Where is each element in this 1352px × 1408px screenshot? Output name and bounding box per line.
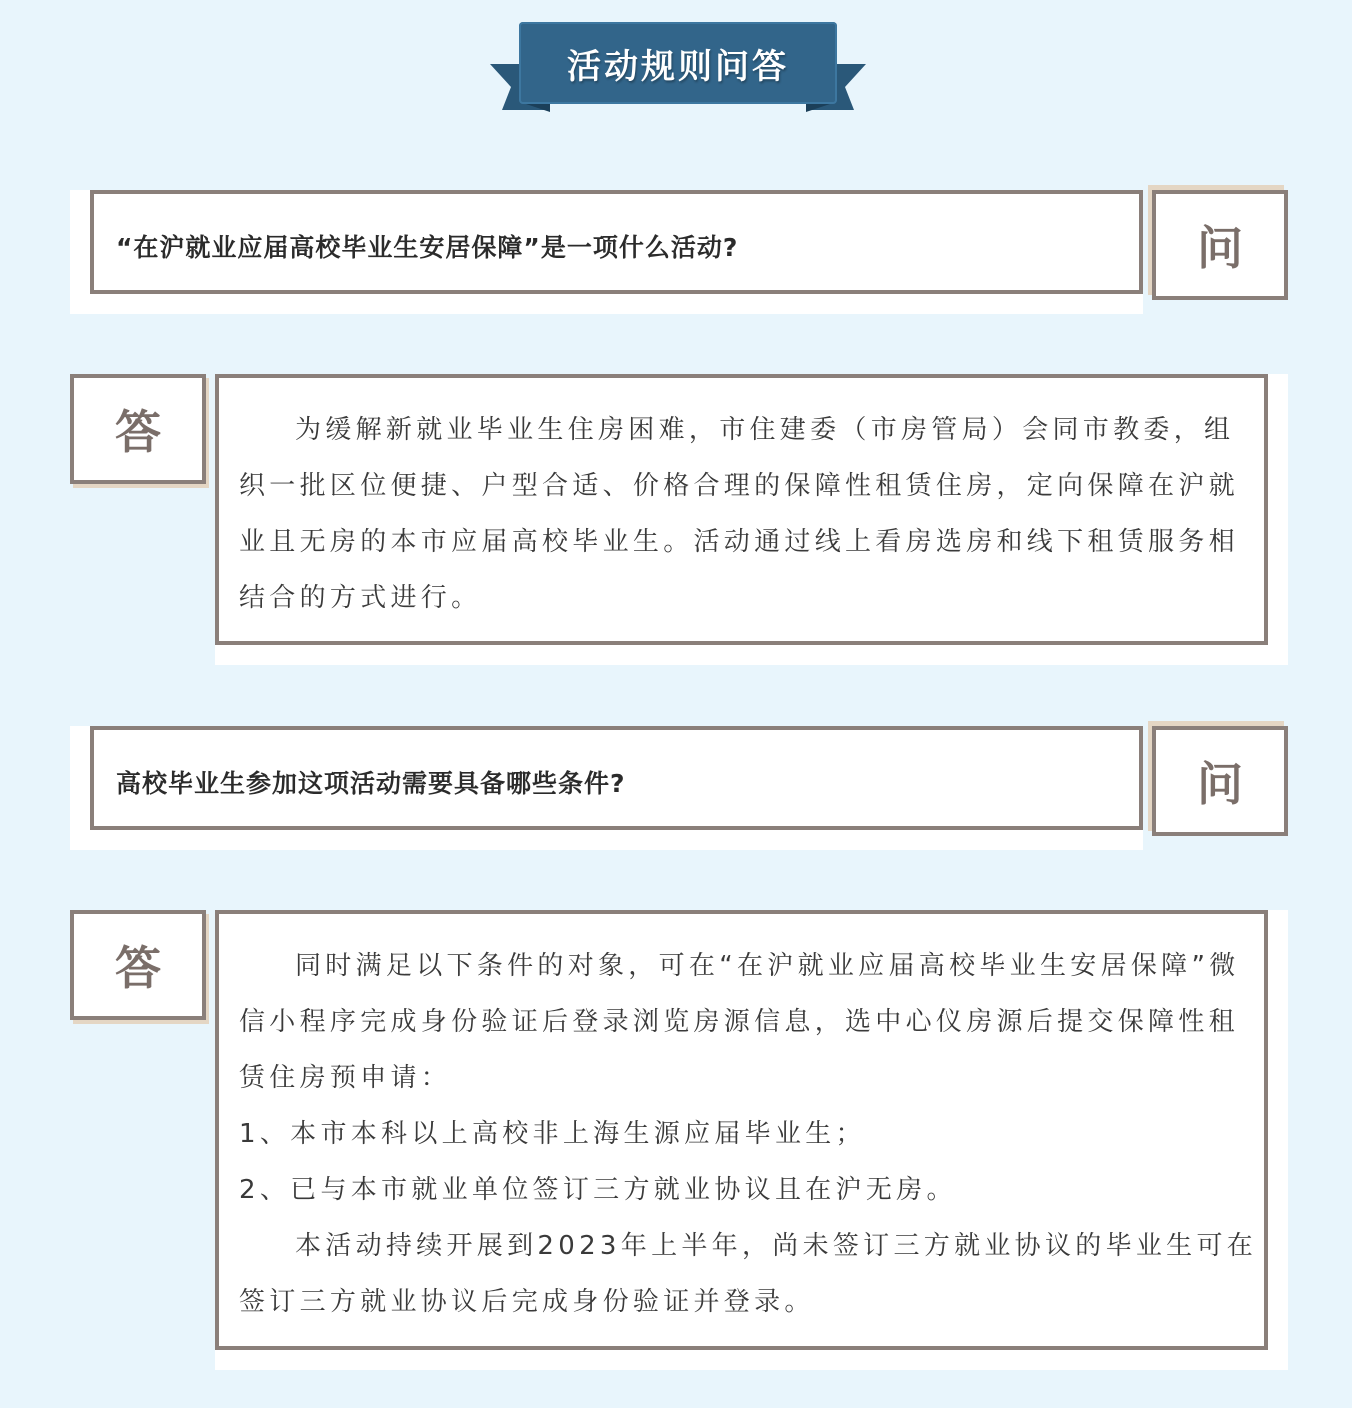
answer-2-list-item: 2、已与本市就业单位签订三方就业协议且在沪无房。 xyxy=(239,1175,957,1205)
question-2-text: 高校毕业生参加这项活动需要具备哪些条件? xyxy=(116,769,626,798)
answer-1-line: 业且无房的本市应届高校毕业生。活动通过线上看房选房和线下租赁服务相 xyxy=(239,527,1239,557)
question-badge-label: 问 xyxy=(1197,757,1243,811)
question-2-box xyxy=(90,726,1143,830)
page-title: 活动规则问答 xyxy=(567,46,789,87)
title-banner xyxy=(519,22,837,104)
question-1-box xyxy=(90,190,1143,294)
answer-2-line: 签订三方就业协议后完成身份验证并登录。 xyxy=(239,1287,815,1317)
answer-1-text xyxy=(239,402,1239,626)
answer-2-list-item: 1、本市本科以上高校非上海生源应届毕业生； xyxy=(239,1119,866,1149)
question-2-badge xyxy=(1152,726,1288,836)
title-ribbon xyxy=(490,22,866,112)
answer-2-line: 信小程序完成身份验证后登录浏览房源信息，选中心仪房源后提交保障性租 xyxy=(239,1007,1239,1037)
answer-2-line: 赁住房预申请： xyxy=(239,1063,452,1093)
answer-1-badge xyxy=(70,374,206,484)
answer-1-box xyxy=(215,374,1268,645)
answer-badge-label: 答 xyxy=(115,405,161,459)
answer-2-badge xyxy=(70,910,206,1020)
answer-1-line: 织一批区位便捷、户型合适、价格合理的保障性租赁住房，定向保障在沪就 xyxy=(239,471,1239,501)
answer-2-line: 本活动持续开展到2023年上半年，尚未签订三方就业协议的毕业生可在 xyxy=(295,1231,1258,1261)
answer-badge-label: 答 xyxy=(115,941,161,995)
answer-2-text xyxy=(239,938,1257,1330)
answer-2-line: 同时满足以下条件的对象，可在“在沪就业应届高校毕业生安居保障”微 xyxy=(295,951,1240,981)
question-1-text: “在沪就业应届高校毕业生安居保障”是一项什么活动? xyxy=(116,233,739,262)
question-badge-label: 问 xyxy=(1197,221,1243,275)
question-1-badge xyxy=(1152,190,1288,300)
answer-1-line: 结合的方式进行。 xyxy=(239,583,482,613)
answer-2-box xyxy=(215,910,1268,1350)
answer-1-line: 为缓解新就业毕业生住房困难，市住建委（市房管局）会同市教委，组 xyxy=(295,415,1235,445)
